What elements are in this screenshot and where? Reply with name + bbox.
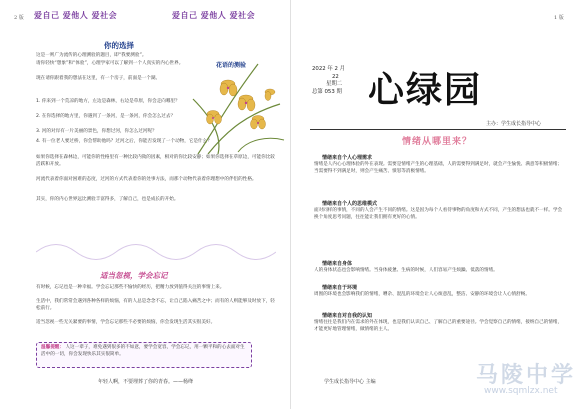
masthead-rule bbox=[310, 129, 566, 130]
section-title: 情绪来自对自我的认知 bbox=[322, 313, 373, 319]
issue-date: 2022 年 2 月 bbox=[312, 66, 346, 72]
article-paragraph: 现在请你跟着我的想法在这里，有一个房子，前面是一个湖。 bbox=[36, 76, 161, 81]
slogan-1: 爱自己 爱他人 爱社会 bbox=[34, 11, 118, 20]
watermark-name: 马陵中学 bbox=[476, 362, 577, 388]
banner-title: 情绪从哪里来？ bbox=[402, 137, 473, 147]
article-paragraph: 请你轻快“想象”和“体验”，心理学家可以了解到一个人真实的内心世界。 bbox=[36, 61, 184, 66]
issue-weekday: 星期二 bbox=[326, 81, 343, 87]
page-number: 1 版 bbox=[554, 15, 564, 21]
article-title-choice: 你的选择 bbox=[104, 41, 134, 50]
article-paragraph: 如果你选择在森林边，可能你的性格里有一种比较内敛的因素，相对的你比较安静；如果你选择在草原边，可能你比较活跃和开放。 bbox=[36, 155, 275, 167]
question-1: 1. 你来到一个荒凉的地方，左边是森林，右边是草原，你会走向哪里？ bbox=[36, 99, 180, 104]
footer-quote: 年轻人啊，不要埋葬了你的青春。——杨绛 bbox=[98, 379, 194, 385]
article-paragraph: 其实，你的内心世界远比测验丰富得多，了解自己，也是成长的开始。 bbox=[36, 197, 179, 202]
tip-label: 温馨提醒： bbox=[41, 345, 64, 350]
section-text: 人的身体状态也会影响情绪。当身体疲惫、生病的时候，人们容易产生烦躁、低落的情绪。 bbox=[314, 268, 498, 273]
issue-number: 总第 053 期 bbox=[312, 88, 342, 95]
page-number: 2 版 bbox=[14, 15, 24, 21]
article-paragraph: 有时候，忘记也是一种幸福。学会忘记那些不愉快的经历，把精力放到值得关注的事情上来。 bbox=[36, 285, 225, 290]
issue-meta bbox=[312, 66, 345, 96]
question-2: 2. 在你选择的地方里，你遇到了一条河，是一条河，你会怎么过去？ bbox=[36, 114, 176, 119]
section-title: 情绪来自于环境 bbox=[322, 285, 358, 291]
tip-box bbox=[36, 342, 252, 368]
image-caption: 花语的测验 bbox=[216, 62, 247, 69]
article-paragraph: 河流代表着你面对困难的态度，过河的方式代表着你的处事方法，而那个动物代表着你理想中的伴侣的性格。 bbox=[36, 177, 257, 182]
decorative-divider bbox=[36, 232, 276, 272]
section-text: 面对同样的事情，不同的人会产生不同的情绪。这是因为每个人看待事物的角度和方式不同，产生的想法也就不一样。学会换个角度思考问题，往往能让我们拥有更好的心情。 bbox=[314, 208, 563, 220]
article-paragraph: 生活中，我们常常会遇到各种各样的烦恼，有的人总是念念不忘，让自己陷入痛苦之中；而有的人则能够及时放下，轻松前行。 bbox=[36, 299, 275, 311]
article-paragraph: 适当忽视一些无关紧要的事情，学会忘记那些不必要的烦恼，你会发现生活其实很美好。 bbox=[36, 320, 216, 325]
section-text: 周围的环境也会影响我们的情绪，嘈杂、混乱的环境会让人心烦意乱，整洁、安静的环境会让人心情舒畅。 bbox=[314, 292, 530, 297]
question-3: 3. 河的对岸有一片美丽的景色，你想过河，你怎么过河呢？ bbox=[36, 129, 157, 134]
article-paragraph: 这是一则广为流传的心理测验的题目，即“我要测验”。 bbox=[36, 53, 147, 58]
question-4: 4. 有一位老人要过桥，你会帮助他吗？过河之后，你能否发现了一个动物，它是什么？ bbox=[36, 139, 212, 144]
slogan-2: 爱自己 爱他人 爱社会 bbox=[172, 11, 256, 20]
issue-day: 22 bbox=[332, 73, 339, 80]
section-text: 情绪是人内心心理体验的外在表现。需要是情绪产生的心理基础，人的需要得到满足时，就会产生愉悦、满意等积极情绪；当需要得不到满足时，则会产生痛苦、愤怒等消极情绪。 bbox=[314, 162, 563, 174]
section-title: 情绪来自身体 bbox=[322, 261, 353, 267]
section-title: 情绪来自个人心理需求 bbox=[322, 155, 373, 161]
footer-editor: 学生成长指导中心 主编 bbox=[324, 379, 376, 385]
article-title-forget: 适当忽视，学会忘记 bbox=[100, 271, 168, 280]
section-title: 情绪来自个人的思维模式 bbox=[322, 201, 378, 207]
watermark-url: www.sqmlzx.net bbox=[484, 386, 558, 396]
masthead-title: 心绿园 bbox=[368, 69, 483, 111]
sponsor: 主办：学生成长指导中心 bbox=[486, 121, 542, 127]
tip-text: 人这一辈子，难免遇到很多的不如意，要学会宽容，学会忘记，用一颗平和的心去面对生活中的一切，你会发现快乐其实很简单。 bbox=[41, 345, 245, 357]
section-text: 情绪往往是我们内在需求的外在体现，也是我们认识自己、了解自己的重要途径。学会觉察自己的情绪，接纳自己的情绪，才能更好地管理情绪，做情绪的主人。 bbox=[314, 320, 563, 332]
